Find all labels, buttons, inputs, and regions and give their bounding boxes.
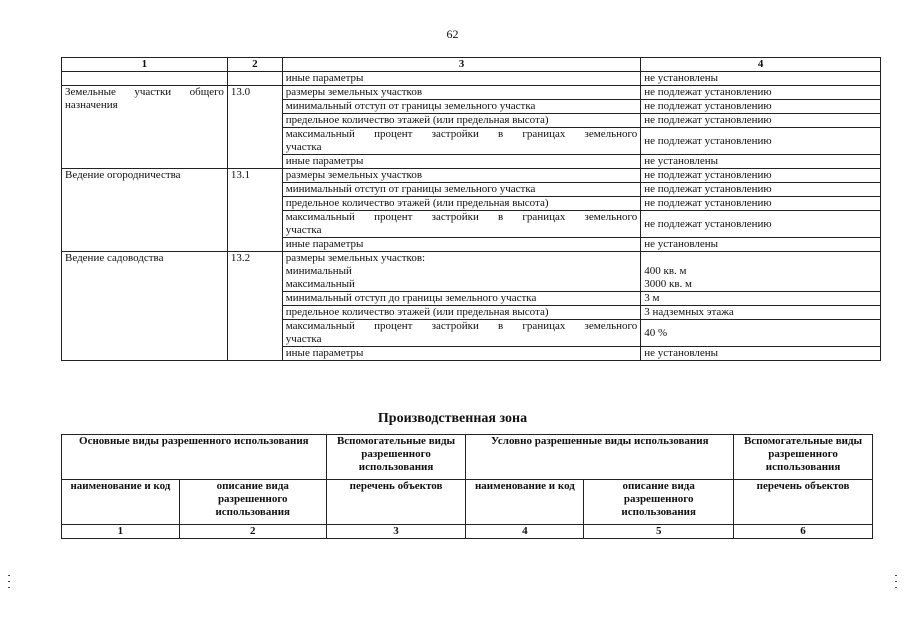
zone-number-row bbox=[62, 525, 873, 539]
name-code-header-2: наименование и код bbox=[466, 480, 584, 525]
sizes-title: размеры земельных участков: bbox=[285, 252, 426, 264]
value-cell: 3 надземных этажа bbox=[641, 306, 881, 320]
column-number: 3 bbox=[326, 525, 466, 539]
column-number: 5 bbox=[584, 525, 734, 539]
value-cell: не подлежат установлению bbox=[641, 114, 881, 128]
value-cell: не установлены bbox=[641, 238, 881, 252]
value-cell: 3 м bbox=[641, 292, 881, 306]
param-cell bbox=[282, 252, 640, 292]
conditional-uses-header: Условно разрешенные виды использования bbox=[466, 435, 734, 480]
land-use-name: Земельные участки общего назначения bbox=[62, 86, 228, 169]
column-number: 2 bbox=[179, 525, 326, 539]
land-use-name: Ведение огородничества bbox=[62, 169, 228, 252]
land-use-code: 13.1 bbox=[227, 169, 282, 252]
land-use-code: 13.2 bbox=[227, 252, 282, 361]
aux-uses-header: Вспомогательные виды разрешенного использования bbox=[326, 435, 466, 480]
table-row bbox=[62, 252, 881, 292]
param-line: максимальный процент застройки в границах земельного bbox=[285, 211, 638, 223]
zone-table bbox=[61, 434, 873, 539]
param-cell: иные параметры bbox=[282, 72, 640, 86]
param-cell: предельное количество этажей (или предельная высота) bbox=[282, 197, 640, 211]
sizes-max-value: 3000 кв. м bbox=[644, 278, 693, 290]
main-uses-header: Основные виды разрешенного использования bbox=[62, 435, 327, 480]
objects-header-2: перечень объектов bbox=[734, 480, 873, 525]
section-title: Производственная зона bbox=[377, 411, 528, 426]
scan-edge-mark bbox=[895, 581, 897, 582]
column-header: 3 bbox=[282, 58, 640, 72]
param-cell: иные параметры bbox=[282, 155, 640, 169]
description-header-2: описание вида разрешенного использования bbox=[584, 480, 734, 525]
param-line: максимальный процент застройки в границах земельного bbox=[285, 128, 638, 140]
value-cell: не подлежат установлению bbox=[641, 86, 881, 100]
scan-edge-mark bbox=[8, 575, 10, 576]
param-cell: иные параметры bbox=[282, 347, 640, 361]
column-header: 4 bbox=[641, 58, 881, 72]
column-header: 1 bbox=[62, 58, 228, 72]
name-code-header: наименование и код bbox=[62, 480, 180, 525]
value-cell: не подлежат установлению bbox=[641, 211, 881, 238]
param-cell bbox=[282, 211, 640, 238]
param-line: максимальный процент застройки в границах земельного bbox=[285, 320, 638, 332]
param-cell: предельное количество этажей (или предельная высота) bbox=[282, 306, 640, 320]
param-cell: размеры земельных участков bbox=[282, 86, 640, 100]
column-number: 6 bbox=[734, 525, 873, 539]
table-row bbox=[62, 169, 881, 183]
param-line: участка bbox=[285, 333, 322, 345]
sizes-min-label: минимальный bbox=[285, 265, 352, 277]
value-cell: не подлежат установлению bbox=[641, 169, 881, 183]
aux-uses-header-2: Вспомогательные виды разрешенного использования bbox=[734, 435, 873, 480]
column-number: 1 bbox=[62, 525, 180, 539]
value-cell: не подлежат установлению bbox=[641, 183, 881, 197]
page-number: 62 bbox=[446, 27, 459, 41]
column-header: 2 bbox=[227, 58, 282, 72]
land-use-code: 13.0 bbox=[227, 86, 282, 169]
value-cell: не подлежат установлению bbox=[641, 128, 881, 155]
scan-edge-mark bbox=[8, 581, 10, 582]
param-cell: иные параметры bbox=[282, 238, 640, 252]
sizes-max-label: максимальный bbox=[285, 278, 355, 290]
description-header: описание вида разрешенного использования bbox=[179, 480, 326, 525]
value-cell: не установлены bbox=[641, 347, 881, 361]
param-line: участка bbox=[285, 224, 322, 236]
param-cell bbox=[282, 320, 640, 347]
parameters-table bbox=[61, 57, 881, 361]
scan-edge-mark bbox=[895, 575, 897, 576]
table-row bbox=[62, 72, 881, 86]
value-cell bbox=[641, 252, 881, 292]
zone-header-row bbox=[62, 435, 873, 480]
objects-header: перечень объектов bbox=[326, 480, 466, 525]
param-cell: минимальный отступ от границы земельного участка bbox=[282, 100, 640, 114]
column-number: 4 bbox=[466, 525, 584, 539]
param-cell: предельное количество этажей (или предельная высота) bbox=[282, 114, 640, 128]
param-cell bbox=[282, 128, 640, 155]
zone-subheader-row bbox=[62, 480, 873, 525]
value-cell: не установлены bbox=[641, 72, 881, 86]
scan-edge-mark bbox=[895, 587, 897, 588]
table-header-row bbox=[62, 58, 881, 72]
value-cell: не подлежат установлению bbox=[641, 197, 881, 211]
value-cell: 40 % bbox=[641, 320, 881, 347]
param-cell: минимальный отступ от границы земельного участка bbox=[282, 183, 640, 197]
scan-edge-mark bbox=[8, 587, 10, 588]
param-line: участка bbox=[285, 141, 322, 153]
table-row bbox=[62, 86, 881, 100]
value-cell: не установлены bbox=[641, 155, 881, 169]
land-use-name: Ведение садоводства bbox=[62, 252, 228, 361]
value-cell: не подлежат установлению bbox=[641, 100, 881, 114]
sizes-min-value: 400 кв. м bbox=[644, 265, 687, 277]
param-cell: размеры земельных участков bbox=[282, 169, 640, 183]
param-cell: минимальный отступ до границы земельного участка bbox=[282, 292, 640, 306]
